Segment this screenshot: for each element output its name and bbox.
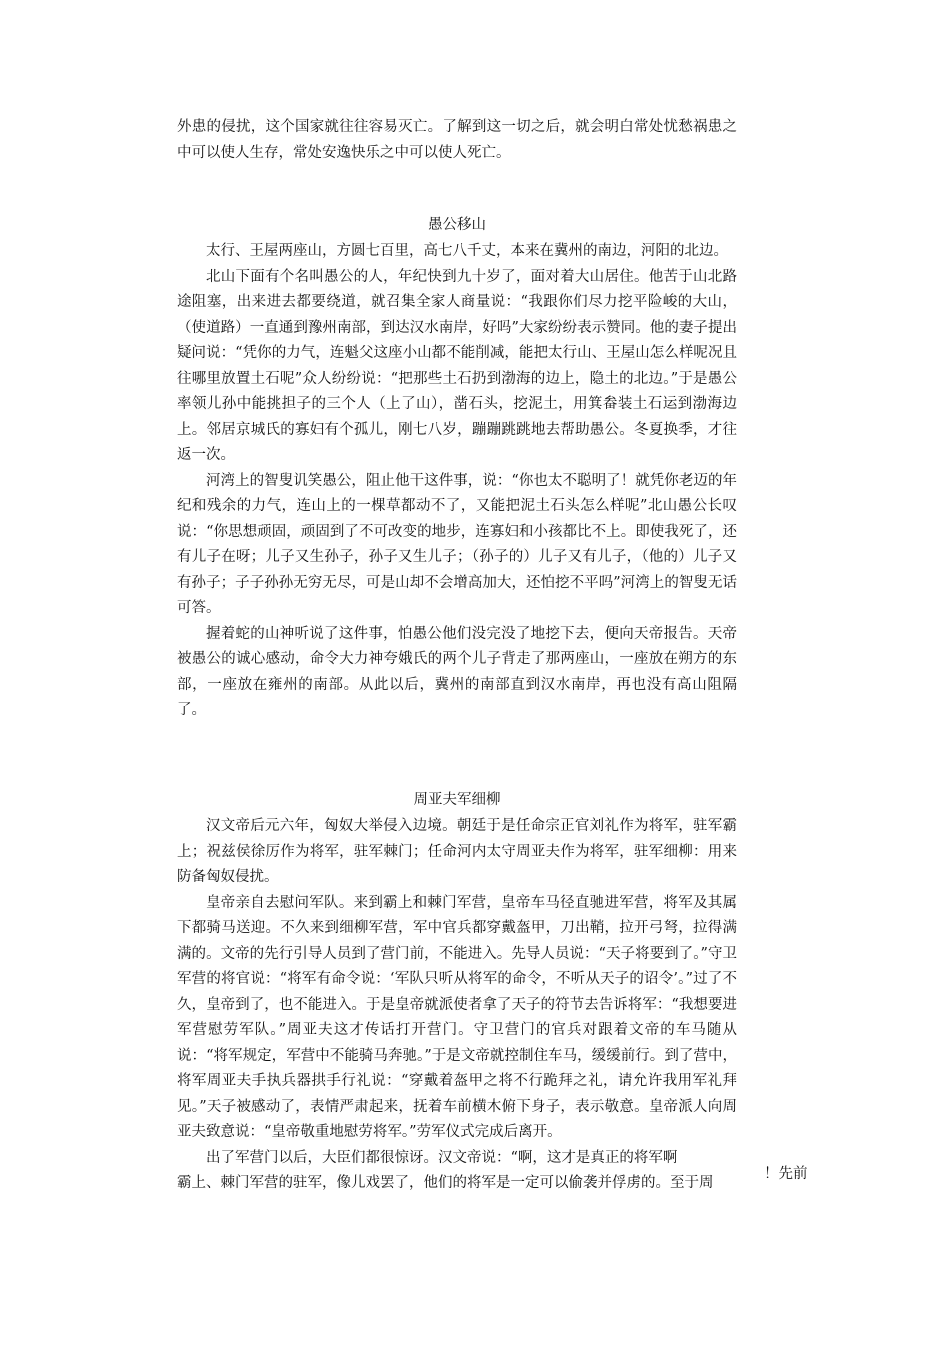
paragraph: 外患的侵扰，这个国家就往往容易灭亡。了解到这一切之后，就会明白常处忧愁祸患之中可以使人生存，常处安逸快乐之中可以使人死亡。: [177, 119, 737, 161]
paragraph: 北山下面有个名叫愚公的人，年纪快到九十岁了，面对着大山居住。他苦于山北路途阻塞，出来进去都要绕道，就召集全家人商量说：“我跟你们尽力挖平险峻的大山，（使道路）一直通到豫州南部，到达汉水南岸，好吗”大家纷纷表示赞同。他的妻子提出疑问说：“凭你的力气，连魁父这座小山都不能削减，能把太行山、王屋山怎么样呢况且往哪里放置土石呢”众人纷纷说：“把那些土石扔到渤海的边上，隐土的北边。”于是愚公率领儿孙中能挑担子的三个人（上了山），凿石头，挖泥土，用箕畚装土石运到渤海边上。邻居京城氏的寡妇有个孤儿，刚七八岁，蹦蹦跳跳地去帮助愚公。冬夏换季，才往返一次。: [177, 268, 737, 463]
yugong-body: [177, 239, 737, 724]
paragraph: 太行、王屋两座山，方圆七百里，高七八千丈，本来在冀州的南边，河阳的北边。: [206, 243, 728, 259]
paragraph: 河湾上的智叟讥笑愚公，阻止他干这件事，说：“你也太不聪明了！就凭你老迈的年纪和残余的力气，连山上的一棵草都动不了，又能把泥土石头怎么样呢”北山愚公长叹说：“你思想顽固，顽固到了不可改变的地步，连寡妇和小孩都比不上。即使我死了，还有儿子在呀；儿子又生孙子，孙子又生儿子；（孙子的）儿子又有儿子，（他的）儿子又有孙子；子子孙孙无穷无尽，可是山却不会增高加大，还怕挖不平吗”河湾上的智叟无话可答。: [177, 472, 737, 616]
stray-text-fragment: ！先前: [764, 1166, 808, 1182]
paragraph: 霸上、棘门军营的驻军，像儿戏罢了，他们的将军是一定可以偷袭并俘虏的。至于周: [177, 1175, 714, 1191]
section-title-yugong: 愚公移山: [428, 217, 486, 233]
paragraph: 握着蛇的山神听说了这件事，怕愚公他们没完没了地挖下去，便向天帝报告。天帝被愚公的诚心感动，命令大力神夸娥氏的两个儿子背走了那两座山，一座放在朔方的东部，一座放在雍州的南部。从此以后，冀州的南部直到汉水南岸，再也没有高山阻隔了。: [177, 625, 737, 718]
top-section: [177, 115, 737, 166]
section-title-zhouyafu: 周亚夫军细柳: [413, 792, 501, 808]
paragraph: 汉文帝后元六年，匈奴大举侵入边境。朝廷于是任命宗正官刘礼作为将军，驻军霸上；祝兹侯徐厉作为将军，驻军棘门；任命河内太守周亚夫作为将军，驻军细柳：用来防备匈奴侵扰。: [177, 818, 737, 885]
zhouyafu-body: [177, 814, 737, 1197]
paragraph: 皇帝亲自去慰问军队。来到霸上和棘门军营，皇帝车马径直驰进军营，将军及其属下都骑马送迎。不久来到细柳军营，军中官兵都穿戴盔甲，刀出鞘，拉开弓弩，拉得满满的。文帝的先行引导人员到了营门前，不能进入。先导人员说：“天子将要到了。”守卫军营的将官说：“将军有命令说：‘军队只听从将军的命令，不听从天子的诏令’。”过了不久，皇帝到了，也不能进入。于是皇帝就派使者拿了天子的符节去告诉将军：“我想要进军营慰劳军队。”周亚夫这才传话打开营门。守卫营门的官兵对跟着文帝的车马随从说：“将军规定，军营中不能骑马奔驰。”于是文帝就控制住车马，缓缓前行。到了营中，将军周亚夫手执兵器拱手行礼说：“穿戴着盔甲之将不行跪拜之礼，请允许我用军礼拜见。”天子被感动了，表情严肃起来，抚着车前横木俯下身子，表示敬意。皇帝派人向周亚夫致意说：“皇帝敬重地慰劳将军。”劳军仪式完成后离开。: [177, 894, 737, 1140]
paragraph: 出了军营门以后，大臣们都很惊讶。汉文帝说：“啊，这才是真正的将军啊: [206, 1149, 678, 1166]
